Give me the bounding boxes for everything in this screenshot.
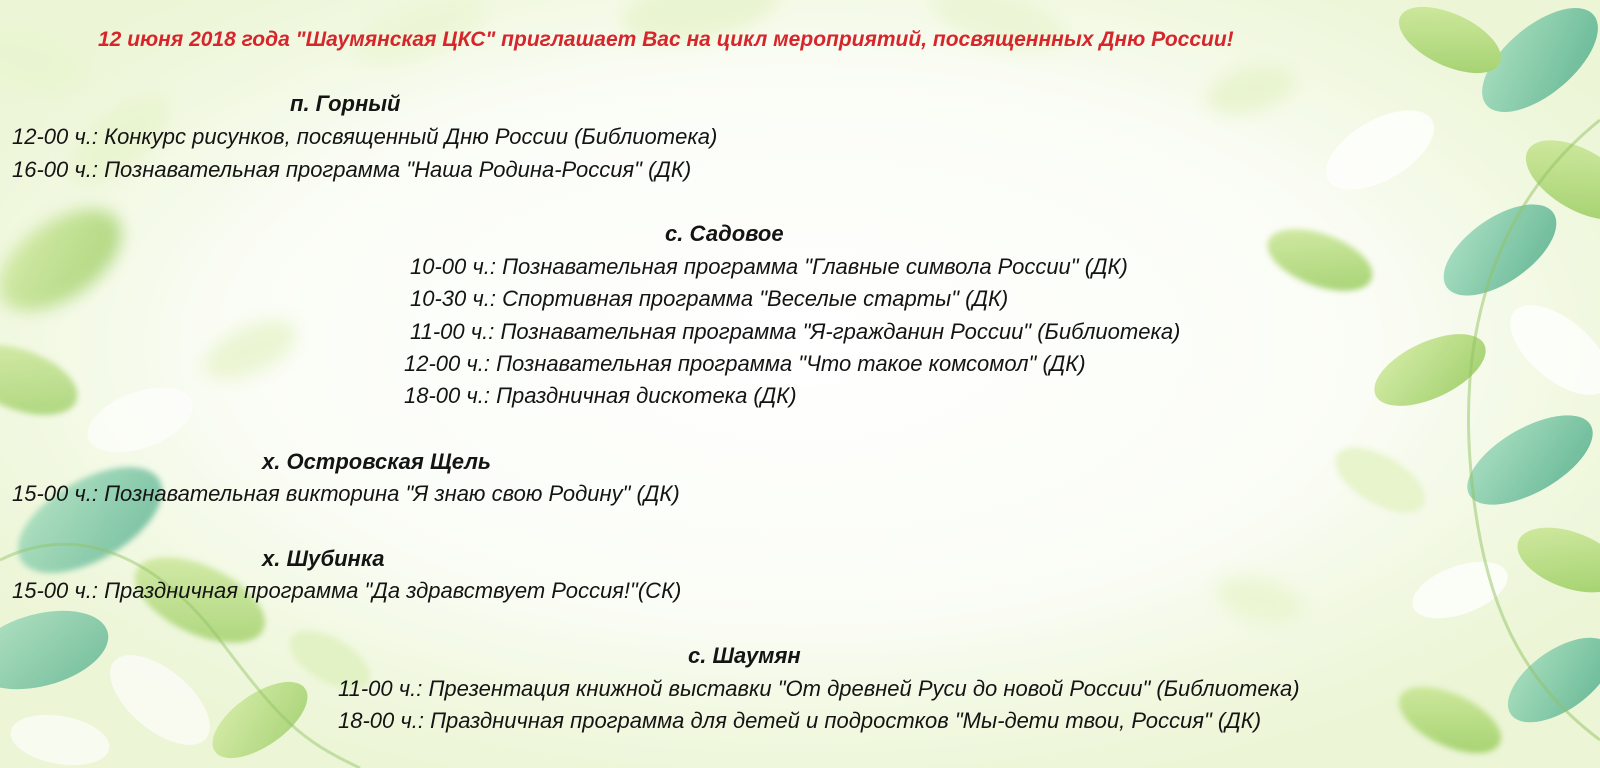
event-item: 16-00 ч.: Познавательная программа "Наша Родина-Россия" (ДК) [12, 157, 692, 182]
event-item: 12-00 ч.: Познавательная программа "Что такое комсомол" (ДК) [404, 351, 1086, 376]
location-heading-shaumyan: с. Шаумян [688, 643, 801, 668]
event-item: 10-30 ч.: Спортивная программа "Веселые старты" (ДК) [410, 286, 1009, 311]
location-heading-ostrovskaya: х. Островская Щель [262, 449, 491, 474]
event-item: 15-00 ч.: Праздничная программа "Да здравствует Россия!"(СК) [12, 578, 682, 603]
page-title: 12 июня 2018 года "Шаумянская ЦКС" приглашает Вас на цикл мероприятий, посвященнных Дню России! [98, 28, 1234, 51]
event-item: 18-00 ч.: Праздничная программа для детей и подростков "Мы-дети твои, Россия" (ДК) [338, 708, 1262, 733]
event-item: 10-00 ч.: Познавательная программа "Главные символа России" (ДК) [410, 254, 1128, 279]
event-item: 12-00 ч.: Конкурс рисунков, посвященный Дню России (Библиотека) [12, 124, 718, 149]
event-item: 15-00 ч.: Познавательная викторина "Я знаю свою Родину" (ДК) [12, 481, 680, 506]
event-item: 18-00 ч.: Праздничная дискотека (ДК) [404, 383, 797, 408]
location-heading-gorny: п. Горный [290, 91, 401, 116]
event-item: 11-00 ч.: Презентация книжной выставки "От древней Руси до новой России" (Библиотека) [338, 676, 1300, 701]
event-item: 11-00 ч.: Познавательная программа "Я-гражданин России" (Библиотека) [410, 319, 1181, 344]
location-heading-sadovoe: с. Садовое [665, 221, 784, 246]
location-heading-shubinka: х. Шубинка [262, 546, 385, 571]
